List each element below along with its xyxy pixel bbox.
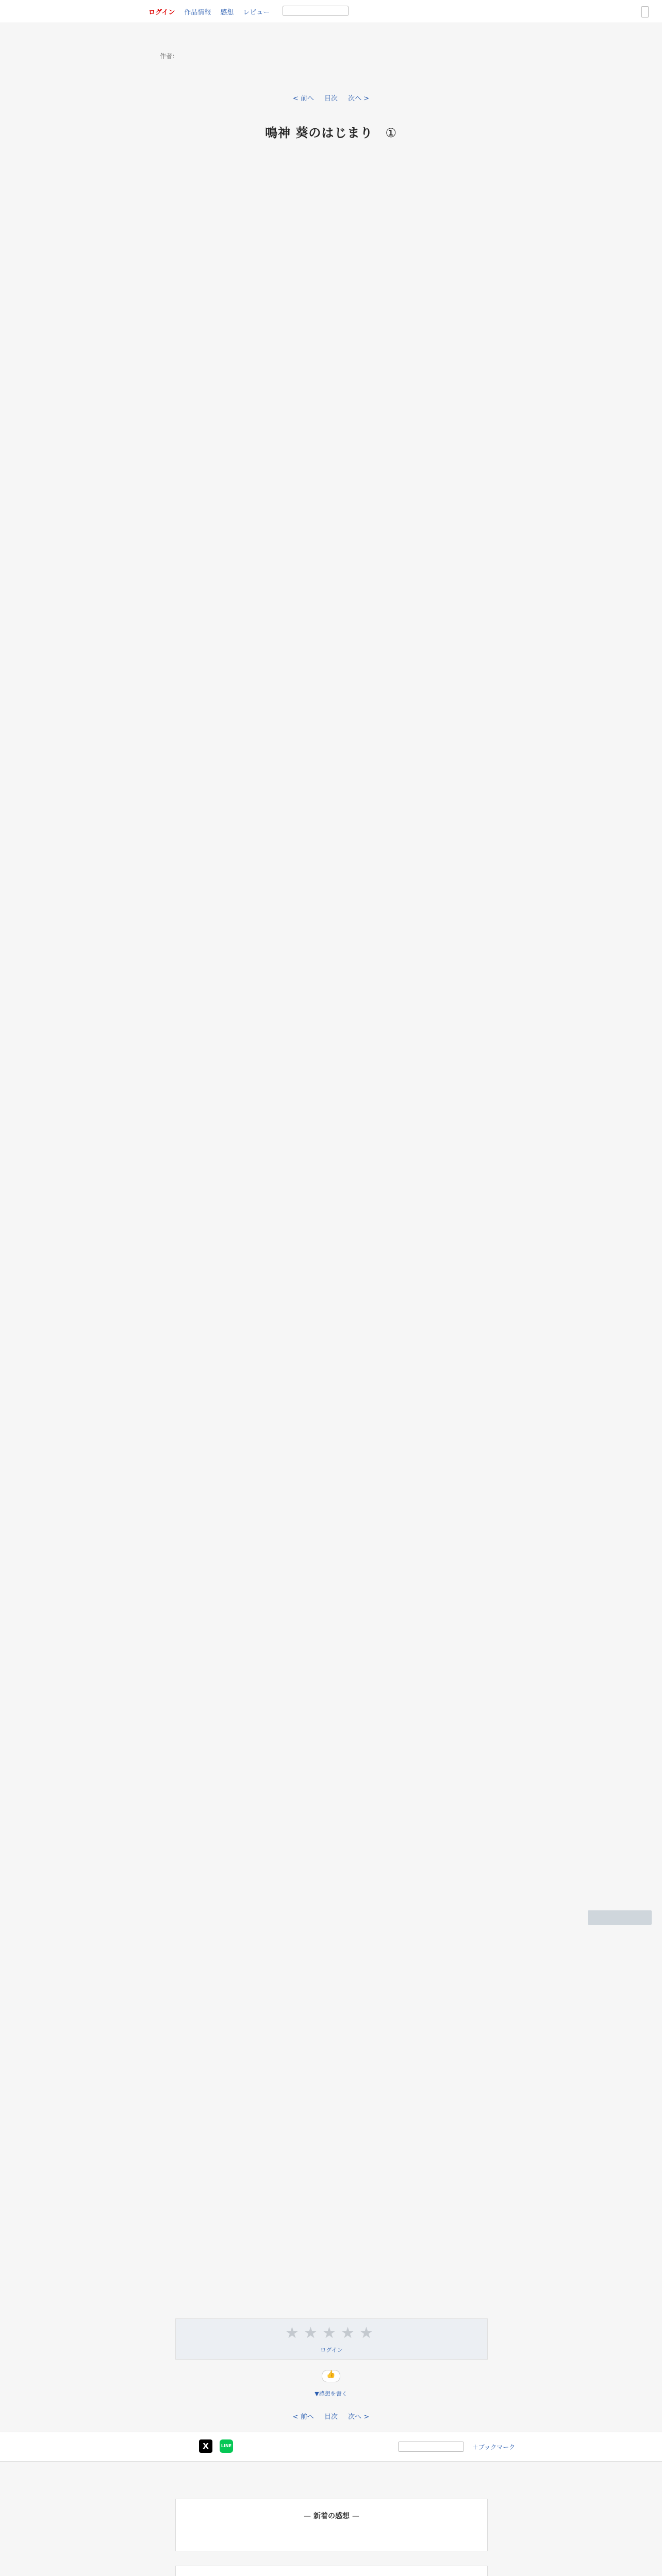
paragraph-gap	[175, 1523, 490, 1537]
paragraph-gap	[175, 1393, 490, 1408]
paragraph-gap	[175, 845, 490, 859]
paragraph-gap	[175, 600, 490, 614]
paragraph-gap	[175, 556, 490, 571]
paragraph-gap	[175, 1566, 490, 1581]
paragraph-gap	[175, 614, 490, 629]
plus-icon: ＋	[472, 2444, 479, 2451]
paragraph-gap	[175, 1350, 490, 1364]
paragraph-gap	[175, 253, 490, 268]
paragraph-gap	[175, 643, 490, 657]
paragraph-gap	[175, 210, 490, 225]
top-nav	[148, 7, 270, 16]
paragraph-gap	[175, 1869, 490, 1884]
paragraph-gap	[175, 960, 490, 975]
paragraph-gap	[175, 311, 490, 326]
paragraph-gap	[175, 1898, 490, 1912]
paragraph-gap	[175, 1638, 490, 1653]
paragraph-gap	[175, 326, 490, 340]
paragraph-gap	[175, 239, 490, 253]
paragraph-gap	[175, 528, 490, 542]
paragraph-gap	[175, 1263, 490, 1278]
paragraph-gap	[175, 1941, 490, 1956]
next-link-bottom[interactable]: 次へ >	[348, 2413, 370, 2421]
bookmark-button[interactable]: ＋ブックマーク	[472, 2444, 516, 2451]
paragraph-gap	[175, 888, 490, 903]
paragraph-gap	[175, 802, 490, 816]
write-review-link[interactable]: ▼感想を書く	[315, 2391, 347, 2397]
paragraph-gap	[175, 340, 490, 354]
paragraph-gap	[175, 1855, 490, 1869]
rating-box	[175, 2318, 488, 2360]
pager-top	[0, 93, 662, 103]
rating-hint	[176, 2346, 487, 2354]
paragraph-gap	[175, 1927, 490, 1941]
paragraph-gap	[175, 831, 490, 845]
prev-link-bottom[interactable]: < 前へ	[292, 2413, 314, 2421]
paragraph-gap	[175, 1581, 490, 1595]
paragraph-gap	[175, 1970, 490, 1985]
paragraph-gap	[175, 1653, 490, 1667]
paragraph-gap	[175, 1364, 490, 1379]
paragraph-gap	[175, 1047, 490, 1061]
search-input-bottom[interactable]	[398, 2442, 464, 2452]
write-review-panel	[175, 2566, 488, 2576]
paragraph-gap	[175, 1725, 490, 1739]
paragraph-gap	[175, 1451, 490, 1465]
nav-login[interactable]: ログイン	[148, 9, 175, 16]
paragraph-gap	[175, 398, 490, 412]
paragraph-gap	[175, 1220, 490, 1234]
star-icon[interactable]: ★	[285, 2324, 299, 2342]
paragraph-gap	[175, 1956, 490, 1970]
paragraph-gap	[175, 874, 490, 888]
paragraph-gap	[175, 282, 490, 297]
paragraph-gap	[175, 744, 490, 758]
paragraph-gap	[175, 1912, 490, 1927]
paragraph-gap	[175, 427, 490, 441]
paragraph-gap	[175, 931, 490, 946]
paragraph-gap	[175, 730, 490, 744]
paragraph-gap	[175, 903, 490, 917]
episode-title: 鳴神 葵のはじまり ①	[265, 126, 397, 140]
paragraph-gap	[175, 758, 490, 773]
paragraph-gap	[175, 1884, 490, 1898]
prev-link[interactable]: < 前へ	[292, 95, 314, 103]
paragraph-gap	[175, 1667, 490, 1682]
paragraph-gap	[175, 816, 490, 831]
star-icon[interactable]: ★	[359, 2324, 373, 2342]
next-link[interactable]: 次へ >	[348, 95, 370, 103]
paragraph-gap	[175, 1032, 490, 1047]
paragraph-gap	[175, 585, 490, 600]
paragraph-gap	[175, 629, 490, 643]
star-icon[interactable]: ★	[341, 2324, 355, 2342]
paragraph-gap	[175, 1840, 490, 1855]
index-link[interactable]: 目次	[324, 95, 338, 103]
paragraph-gap	[175, 470, 490, 484]
paragraph-gap	[175, 152, 490, 167]
paragraph-gap	[175, 513, 490, 528]
paragraph-gap	[175, 975, 490, 989]
paragraph-gap	[175, 455, 490, 470]
pager-bottom	[0, 2411, 662, 2421]
episode-number: ①	[385, 126, 397, 140]
star-icon[interactable]: ★	[322, 2324, 336, 2342]
detail-search-button[interactable]	[641, 6, 649, 18]
work-meta	[153, 52, 178, 61]
index-link-bottom[interactable]: 目次	[324, 2413, 338, 2421]
paragraph-gap	[175, 1624, 490, 1638]
paragraph-gap	[175, 1480, 490, 1494]
paragraph-gap	[175, 1537, 490, 1552]
paragraph-gap	[175, 412, 490, 427]
episode-body	[175, 152, 490, 2013]
paragraph-gap	[175, 1609, 490, 1624]
x-share-icon[interactable]: X	[199, 2439, 212, 2453]
paragraph-gap	[175, 1826, 490, 1840]
paragraph-gap	[175, 686, 490, 701]
paragraph-gap	[175, 1595, 490, 1609]
paragraph-gap	[175, 1494, 490, 1509]
paragraph-gap	[175, 1234, 490, 1249]
rating-stars	[285, 2326, 374, 2341]
paragraph-gap	[175, 1249, 490, 1263]
paragraph-gap	[175, 1710, 490, 1725]
nav-work-info[interactable]: 作品情報	[184, 9, 211, 16]
paragraph-gap	[175, 1811, 490, 1826]
paragraph-gap	[175, 1999, 490, 2013]
paragraph-gap	[175, 354, 490, 369]
search-input[interactable]	[283, 6, 349, 16]
paragraph-gap	[175, 773, 490, 787]
paragraph-gap	[175, 1783, 490, 1797]
paragraph-gap	[175, 484, 490, 499]
paragraph-gap	[175, 787, 490, 802]
paragraph-gap	[175, 672, 490, 686]
paragraph-gap	[175, 297, 490, 311]
paragraph-gap	[175, 1133, 490, 1148]
paragraph-gap	[175, 369, 490, 383]
paragraph-gap	[175, 181, 490, 196]
paragraph-gap	[175, 1335, 490, 1350]
line-share-icon[interactable]: LINE	[220, 2439, 233, 2453]
paragraph-gap	[175, 917, 490, 931]
paragraph-gap	[175, 1552, 490, 1566]
paragraph-gap	[175, 441, 490, 455]
paragraph-gap	[175, 1278, 490, 1292]
paragraph-gap	[175, 989, 490, 1004]
paragraph-gap	[175, 1379, 490, 1393]
scroll-top-button[interactable]	[588, 1910, 652, 1925]
paragraph-gap	[175, 1321, 490, 1335]
paragraph-gap	[175, 196, 490, 210]
paragraph-gap	[175, 1422, 490, 1436]
paragraph-gap	[175, 1509, 490, 1523]
thumbs-up-icon: 👍	[326, 2370, 336, 2379]
paragraph-gap	[175, 1292, 490, 1307]
paragraph-gap	[175, 1076, 490, 1090]
paragraph-gap	[175, 946, 490, 960]
paragraph-gap	[175, 1408, 490, 1422]
paragraph-gap	[175, 1754, 490, 1768]
paragraph-gap	[175, 383, 490, 398]
paragraph-gap	[175, 1148, 490, 1162]
paragraph-gap	[175, 1119, 490, 1133]
rating-login-link[interactable]: ログイン	[320, 2347, 343, 2353]
paragraph-gap	[175, 1682, 490, 1696]
paragraph-gap	[175, 268, 490, 282]
recent-reviews-heading: — 新着の感想 —	[176, 2511, 487, 2521]
nav-critiques[interactable]: レビュー	[243, 9, 270, 16]
paragraph-gap	[175, 1436, 490, 1451]
like-button[interactable]	[322, 2370, 340, 2382]
paragraph-gap	[175, 1004, 490, 1018]
recent-reviews-panel	[175, 2499, 488, 2551]
paragraph-gap	[175, 1105, 490, 1119]
paragraph-gap	[175, 1090, 490, 1105]
paragraph-gap	[175, 1985, 490, 1999]
paragraph-gap	[175, 542, 490, 556]
paragraph-gap	[175, 1797, 490, 1811]
paragraph-gap	[175, 1177, 490, 1191]
paragraph-gap	[175, 499, 490, 513]
paragraph-gap	[175, 715, 490, 730]
author-label: 作者：	[160, 53, 179, 60]
paragraph-gap	[175, 1191, 490, 1206]
share-bar	[0, 2432, 662, 2462]
paragraph-gap	[175, 657, 490, 672]
top-bar	[0, 0, 662, 23]
paragraph-gap	[175, 1206, 490, 1220]
paragraph-gap	[175, 225, 490, 239]
paragraph-gap	[175, 1739, 490, 1754]
paragraph-gap	[175, 1696, 490, 1710]
nav-reviews[interactable]: 感想	[220, 9, 234, 16]
paragraph-gap	[175, 571, 490, 585]
paragraph-gap	[175, 1465, 490, 1480]
paragraph-gap	[175, 859, 490, 874]
paragraph-gap	[175, 1162, 490, 1177]
paragraph-gap	[175, 167, 490, 181]
paragraph-gap	[175, 1307, 490, 1321]
paragraph-gap	[175, 1768, 490, 1783]
paragraph-gap	[175, 701, 490, 715]
star-icon[interactable]: ★	[304, 2324, 318, 2342]
paragraph-gap	[175, 1061, 490, 1076]
paragraph-gap	[175, 1018, 490, 1032]
